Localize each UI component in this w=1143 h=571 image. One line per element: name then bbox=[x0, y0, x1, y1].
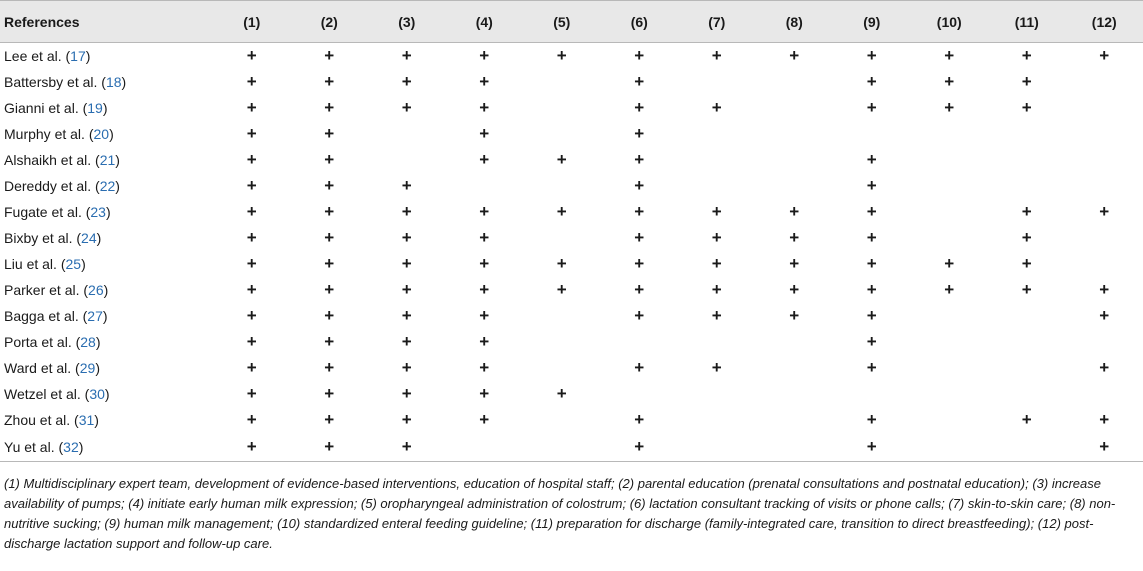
mark-cell-11 bbox=[988, 329, 1066, 355]
mark-cell-7: + bbox=[711, 280, 722, 299]
mark-cell-1: + bbox=[246, 280, 257, 299]
mark-cell-6: + bbox=[634, 410, 645, 429]
mark-cell-6: + bbox=[634, 254, 645, 273]
citation-link[interactable]: 27 bbox=[87, 308, 103, 324]
mark-cell-9 bbox=[833, 381, 911, 407]
table-body bbox=[0, 43, 1143, 462]
mark-cell-6: + bbox=[601, 433, 679, 462]
mark-cell-1: + bbox=[246, 150, 257, 169]
citation-link[interactable]: 19 bbox=[87, 100, 103, 116]
table-row bbox=[0, 43, 1143, 70]
mark-cell-11: + bbox=[1021, 228, 1032, 247]
table-row bbox=[0, 121, 1143, 147]
reference-cell bbox=[0, 43, 213, 70]
mark-cell-7: + bbox=[711, 358, 722, 377]
mark-cell-5: + bbox=[556, 202, 567, 221]
mark-cell-4: + bbox=[479, 384, 490, 403]
header-col-7: (7) bbox=[678, 1, 756, 43]
table-header-row bbox=[0, 1, 1143, 43]
mark-cell-3: + bbox=[401, 46, 412, 65]
author-text: Liu et al. ( bbox=[4, 256, 66, 272]
mark-cell-12 bbox=[1066, 381, 1143, 407]
header-references: References bbox=[0, 1, 213, 43]
mark-cell-7: + bbox=[711, 46, 722, 65]
mark-cell-3 bbox=[368, 147, 446, 173]
mark-cell-8 bbox=[756, 173, 834, 199]
mark-cell-7 bbox=[678, 147, 756, 173]
mark-cell-9: + bbox=[866, 46, 877, 65]
mark-cell-1: + bbox=[246, 72, 257, 91]
mark-cell-1: + bbox=[246, 384, 257, 403]
mark-cell-4: + bbox=[479, 254, 490, 273]
mark-cell-3: + bbox=[401, 280, 412, 299]
table-row bbox=[0, 147, 1143, 173]
mark-cell-9: + bbox=[866, 306, 877, 325]
mark-cell-7: + bbox=[711, 306, 722, 325]
author-text: Yu et al. ( bbox=[4, 439, 64, 455]
mark-cell-7 bbox=[678, 69, 756, 95]
citation-close: ) bbox=[95, 360, 100, 376]
mark-cell-10 bbox=[911, 355, 989, 381]
citation-link[interactable]: 22 bbox=[99, 178, 116, 194]
mark-cell-8 bbox=[756, 121, 834, 147]
mark-cell-3: + bbox=[401, 306, 412, 325]
citation-close: ) bbox=[109, 126, 114, 142]
table-row bbox=[0, 69, 1143, 95]
mark-cell-10 bbox=[911, 173, 989, 199]
mark-cell-7: + bbox=[711, 98, 722, 117]
mark-cell-5 bbox=[523, 173, 601, 199]
mark-cell-2: + bbox=[291, 433, 369, 462]
citation-close: ) bbox=[103, 282, 109, 298]
citation-close: ) bbox=[115, 178, 120, 194]
mark-cell-8: + bbox=[789, 202, 800, 221]
mark-cell-12: + bbox=[1099, 410, 1110, 429]
mark-cell-3: + bbox=[401, 72, 412, 91]
mark-cell-9: + bbox=[866, 72, 877, 91]
mark-cell-2: + bbox=[324, 306, 335, 325]
table-row bbox=[0, 225, 1143, 251]
author-text: Zhou et al. ( bbox=[4, 412, 79, 428]
mark-cell-11: + bbox=[1021, 98, 1032, 117]
mark-cell-4: + bbox=[479, 150, 490, 169]
mark-cell-11 bbox=[988, 303, 1066, 329]
mark-cell-4: + bbox=[479, 410, 490, 429]
mark-cell-12: + bbox=[1099, 358, 1110, 377]
citation-link[interactable]: 32 bbox=[63, 439, 79, 455]
mark-cell-8 bbox=[756, 329, 834, 355]
mark-cell-2: + bbox=[324, 410, 335, 429]
mark-cell-2: + bbox=[324, 254, 335, 273]
mark-cell-12 bbox=[1066, 329, 1143, 355]
mark-cell-12: + bbox=[1066, 433, 1143, 462]
table-row bbox=[0, 251, 1143, 277]
mark-cell-8: + bbox=[789, 280, 800, 299]
reference-cell bbox=[0, 355, 213, 381]
author-text: Gianni et al. ( bbox=[4, 100, 88, 116]
mark-cell-5: + bbox=[556, 46, 567, 65]
mark-cell-9: + bbox=[866, 358, 877, 377]
mark-cell-10 bbox=[911, 225, 989, 251]
mark-cell-9 bbox=[833, 121, 911, 147]
table-row bbox=[0, 199, 1143, 225]
mark-cell-8: + bbox=[789, 306, 800, 325]
mark-cell-1: + bbox=[246, 410, 257, 429]
citation-close: ) bbox=[95, 334, 101, 350]
mark-cell-5: + bbox=[556, 150, 567, 169]
mark-cell-4: + bbox=[479, 358, 490, 377]
mark-cell-1: + bbox=[246, 306, 257, 325]
citation-link[interactable]: 17 bbox=[70, 48, 86, 64]
mark-cell-12 bbox=[1066, 173, 1143, 199]
mark-cell-5 bbox=[523, 95, 601, 121]
mark-cell-6 bbox=[601, 381, 679, 407]
citation-link[interactable]: 23 bbox=[90, 204, 106, 220]
mark-cell-11: + bbox=[1021, 410, 1032, 429]
mark-cell-1: + bbox=[246, 176, 257, 195]
mark-cell-11: + bbox=[1021, 202, 1032, 221]
mark-cell-5 bbox=[523, 355, 601, 381]
author-text: Alshaikh et al. ( bbox=[4, 152, 100, 168]
mark-cell-3: + bbox=[401, 228, 412, 247]
mark-cell-8 bbox=[756, 147, 834, 173]
mark-cell-4: + bbox=[479, 280, 490, 299]
citation-link[interactable]: 30 bbox=[89, 386, 105, 402]
mark-cell-11 bbox=[988, 121, 1066, 147]
citation-close: ) bbox=[115, 152, 120, 168]
mark-cell-4: + bbox=[479, 202, 490, 221]
mark-cell-10: + bbox=[944, 72, 955, 91]
mark-cell-2: + bbox=[324, 46, 335, 65]
header-col-3: (3) bbox=[368, 1, 446, 43]
mark-cell-9: + bbox=[866, 98, 877, 117]
citation-link[interactable]: 24 bbox=[81, 230, 97, 246]
mark-cell-6: + bbox=[634, 150, 645, 169]
mark-cell-5: + bbox=[556, 254, 567, 273]
citation-link[interactable]: 18 bbox=[105, 74, 122, 90]
mark-cell-5 bbox=[523, 121, 601, 147]
mark-cell-1: + bbox=[246, 124, 257, 143]
mark-cell-11 bbox=[988, 433, 1066, 462]
citation-close: ) bbox=[104, 386, 110, 402]
header-col-10: (10) bbox=[911, 1, 989, 43]
mark-cell-2: + bbox=[324, 280, 335, 299]
mark-cell-3: + bbox=[401, 410, 412, 429]
mark-cell-4: + bbox=[479, 228, 490, 247]
mark-cell-11 bbox=[988, 355, 1066, 381]
mark-cell-7: + bbox=[711, 254, 722, 273]
reference-cell bbox=[0, 277, 213, 303]
citation-link[interactable]: 26 bbox=[88, 282, 104, 298]
mark-cell-4: + bbox=[479, 72, 490, 91]
mark-cell-12: + bbox=[1099, 306, 1110, 325]
mark-cell-10 bbox=[911, 329, 989, 355]
reference-cell bbox=[0, 199, 213, 225]
mark-cell-1: + bbox=[246, 254, 257, 273]
mark-cell-9: + bbox=[866, 410, 877, 429]
mark-cell-12: + bbox=[1099, 202, 1110, 221]
mark-cell-4 bbox=[446, 433, 524, 462]
mark-cell-8 bbox=[756, 407, 834, 433]
mark-cell-2: + bbox=[324, 150, 335, 169]
mark-cell-4: + bbox=[479, 332, 490, 351]
mark-cell-8 bbox=[756, 355, 834, 381]
mark-cell-9: + bbox=[866, 228, 877, 247]
mark-cell-10 bbox=[911, 381, 989, 407]
mark-cell-10: + bbox=[944, 46, 955, 65]
mark-cell-6: + bbox=[634, 358, 645, 377]
mark-cell-5 bbox=[523, 329, 601, 355]
table-footnote: (1) Multidisciplinary expert team, development of evidence-based interventions, education of hospital staff; (2) parental education (prenatal consultations and postnatal education); (3) increase availability of pumps; (4) initiate early human milk expression; (5) oropharyngeal administration of colostrum; (6) lactation consultant tracking of visits or phone calls; (7) skin-to-skin care; (8) non-nutritive sucking; (9) human milk management; (10) standardized enteral feeding guideline; (11) preparation for discharge (family-integrated care, transition to direct breastfeeding); (12) post-discharge lactation support and follow-up care. bbox=[4, 476, 1116, 551]
mark-cell-12 bbox=[1066, 225, 1143, 251]
table-row bbox=[0, 173, 1143, 199]
mark-cell-8 bbox=[756, 433, 834, 462]
table-row bbox=[0, 407, 1143, 433]
mark-cell-3: + bbox=[368, 433, 446, 462]
mark-cell-10 bbox=[911, 303, 989, 329]
mark-cell-8 bbox=[756, 381, 834, 407]
mark-cell-1: + bbox=[246, 358, 257, 377]
mark-cell-3: + bbox=[401, 332, 412, 351]
mark-cell-4: + bbox=[479, 98, 490, 117]
mark-cell-5 bbox=[523, 303, 601, 329]
mark-cell-7 bbox=[678, 121, 756, 147]
author-text: Lee et al. ( bbox=[4, 48, 71, 64]
mark-cell-2: + bbox=[324, 176, 335, 195]
header-col-1: (1) bbox=[213, 1, 291, 43]
mark-cell-2: + bbox=[324, 124, 335, 143]
mark-cell-3: + bbox=[401, 384, 412, 403]
mark-cell-6: + bbox=[634, 46, 645, 65]
mark-cell-9: + bbox=[866, 150, 877, 169]
mark-cell-2: + bbox=[324, 358, 335, 377]
mark-cell-6: + bbox=[634, 228, 645, 247]
mark-cell-12 bbox=[1066, 251, 1143, 277]
mark-cell-3: + bbox=[401, 254, 412, 273]
mark-cell-10 bbox=[911, 147, 989, 173]
reference-cell bbox=[0, 381, 213, 407]
mark-cell-9: + bbox=[866, 332, 877, 351]
author-text: Battersby et al. ( bbox=[4, 74, 106, 90]
mark-cell-8: + bbox=[789, 228, 800, 247]
citation-close: ) bbox=[96, 230, 102, 246]
mark-cell-2: + bbox=[324, 202, 335, 221]
mark-cell-5: + bbox=[556, 384, 567, 403]
mark-cell-12 bbox=[1066, 147, 1143, 173]
mark-cell-4: + bbox=[479, 306, 490, 325]
mark-cell-3: + bbox=[401, 202, 412, 221]
mark-cell-5 bbox=[523, 433, 601, 462]
citation-link[interactable]: 25 bbox=[65, 256, 82, 272]
author-text: Dereddy et al. ( bbox=[4, 178, 100, 194]
reference-cell bbox=[0, 95, 213, 121]
mark-cell-6: + bbox=[634, 98, 645, 117]
author-text: Porta et al. ( bbox=[4, 334, 81, 350]
mark-cell-9: + bbox=[833, 433, 911, 462]
mark-cell-6: + bbox=[634, 176, 645, 195]
header-col-2: (2) bbox=[291, 1, 369, 43]
header-col-12: (12) bbox=[1066, 1, 1143, 43]
author-text: Bagga et al. ( bbox=[4, 308, 88, 324]
mark-cell-11 bbox=[988, 381, 1066, 407]
mark-cell-7: + bbox=[711, 228, 722, 247]
author-text: Murphy et al. ( bbox=[4, 126, 94, 142]
citation-link[interactable]: 20 bbox=[93, 126, 110, 142]
mark-cell-6: + bbox=[634, 280, 645, 299]
mark-cell-4: + bbox=[479, 124, 490, 143]
mark-cell-2: + bbox=[324, 72, 335, 91]
header-col-9: (9) bbox=[833, 1, 911, 43]
mark-cell-10 bbox=[911, 199, 989, 225]
mark-cell-10 bbox=[911, 433, 989, 462]
table-row bbox=[0, 381, 1143, 407]
reference-cell bbox=[0, 173, 213, 199]
mark-cell-1: + bbox=[246, 332, 257, 351]
mark-cell-3: + bbox=[401, 358, 412, 377]
mark-cell-10: + bbox=[944, 254, 955, 273]
mark-cell-1: + bbox=[246, 228, 257, 247]
mark-cell-1: + bbox=[246, 46, 257, 65]
mark-cell-2: + bbox=[324, 228, 335, 247]
header-col-11: (11) bbox=[988, 1, 1066, 43]
mark-cell-12: + bbox=[1099, 280, 1110, 299]
mark-cell-8: + bbox=[789, 46, 800, 65]
table-row bbox=[0, 355, 1143, 381]
citation-close: ) bbox=[81, 256, 86, 272]
citation-close: ) bbox=[78, 439, 84, 455]
mark-cell-6: + bbox=[634, 72, 645, 91]
mark-cell-10 bbox=[911, 407, 989, 433]
mark-cell-1: + bbox=[213, 433, 291, 462]
mark-cell-6: + bbox=[634, 202, 645, 221]
mark-cell-12 bbox=[1066, 69, 1143, 95]
mark-cell-11 bbox=[988, 147, 1066, 173]
mark-cell-8 bbox=[756, 95, 834, 121]
mark-cell-7 bbox=[678, 407, 756, 433]
reference-cell bbox=[0, 251, 213, 277]
header-col-8: (8) bbox=[756, 1, 834, 43]
mark-cell-10: + bbox=[944, 280, 955, 299]
citation-close: ) bbox=[105, 204, 111, 220]
author-text: Fugate et al. ( bbox=[4, 204, 91, 220]
mark-cell-12 bbox=[1066, 95, 1143, 121]
mark-cell-3: + bbox=[401, 98, 412, 117]
table-row bbox=[0, 433, 1143, 462]
mark-cell-5: + bbox=[556, 280, 567, 299]
mark-cell-10 bbox=[911, 121, 989, 147]
citation-link[interactable]: 21 bbox=[99, 152, 116, 168]
citation-link[interactable]: 28 bbox=[80, 334, 96, 350]
mark-cell-7: + bbox=[711, 202, 722, 221]
author-text: Ward et al. ( bbox=[4, 360, 80, 376]
reference-cell bbox=[0, 225, 213, 251]
author-text: Parker et al. ( bbox=[4, 282, 89, 298]
mark-cell-3 bbox=[368, 121, 446, 147]
mark-cell-10: + bbox=[944, 98, 955, 117]
reference-cell bbox=[0, 303, 213, 329]
reference-cell bbox=[0, 69, 213, 95]
mark-cell-2: + bbox=[324, 384, 335, 403]
mark-cell-1: + bbox=[246, 202, 257, 221]
reference-cell bbox=[0, 433, 213, 462]
mark-cell-12 bbox=[1066, 121, 1143, 147]
citation-close: ) bbox=[85, 48, 91, 64]
mark-cell-7 bbox=[678, 381, 756, 407]
citation-link[interactable]: 31 bbox=[78, 412, 95, 428]
mark-cell-6: + bbox=[634, 306, 645, 325]
reference-cell bbox=[0, 121, 213, 147]
table-row bbox=[0, 95, 1143, 121]
mark-cell-7 bbox=[678, 433, 756, 462]
citation-link[interactable]: 29 bbox=[79, 360, 96, 376]
citation-close: ) bbox=[94, 412, 99, 428]
citation-close: ) bbox=[102, 100, 108, 116]
mark-cell-3: + bbox=[401, 176, 412, 195]
mark-cell-9: + bbox=[866, 254, 877, 273]
mark-cell-11: + bbox=[1021, 280, 1032, 299]
mark-cell-2: + bbox=[324, 98, 335, 117]
mark-cell-9: + bbox=[866, 202, 877, 221]
mark-cell-11: + bbox=[1021, 254, 1032, 273]
mark-cell-2: + bbox=[324, 332, 335, 351]
mark-cell-4: + bbox=[479, 46, 490, 65]
header-col-5: (5) bbox=[523, 1, 601, 43]
header-col-4: (4) bbox=[446, 1, 524, 43]
mark-cell-4 bbox=[446, 173, 524, 199]
author-text: Wetzel et al. ( bbox=[4, 386, 90, 402]
mark-cell-8 bbox=[756, 69, 834, 95]
mark-cell-11: + bbox=[1021, 46, 1032, 65]
table-row bbox=[0, 329, 1143, 355]
mark-cell-11: + bbox=[1021, 72, 1032, 91]
table-row bbox=[0, 277, 1143, 303]
mark-cell-5 bbox=[523, 407, 601, 433]
citation-close: ) bbox=[102, 308, 108, 324]
mark-cell-5 bbox=[523, 69, 601, 95]
header-col-6: (6) bbox=[601, 1, 679, 43]
citation-close: ) bbox=[121, 74, 127, 90]
mark-cell-7 bbox=[678, 173, 756, 199]
reference-cell bbox=[0, 147, 213, 173]
mark-cell-6 bbox=[601, 329, 679, 355]
mark-cell-11 bbox=[988, 173, 1066, 199]
mark-cell-1: + bbox=[246, 98, 257, 117]
reference-cell bbox=[0, 329, 213, 355]
mark-cell-6: + bbox=[634, 124, 645, 143]
reference-cell bbox=[0, 407, 213, 433]
author-text: Bixby et al. ( bbox=[4, 230, 82, 246]
mark-cell-9: + bbox=[866, 176, 877, 195]
mark-cell-8: + bbox=[789, 254, 800, 273]
mark-cell-9: + bbox=[866, 280, 877, 299]
mark-cell-7 bbox=[678, 329, 756, 355]
table-row bbox=[0, 303, 1143, 329]
mark-cell-12: + bbox=[1099, 46, 1110, 65]
mark-cell-5 bbox=[523, 225, 601, 251]
